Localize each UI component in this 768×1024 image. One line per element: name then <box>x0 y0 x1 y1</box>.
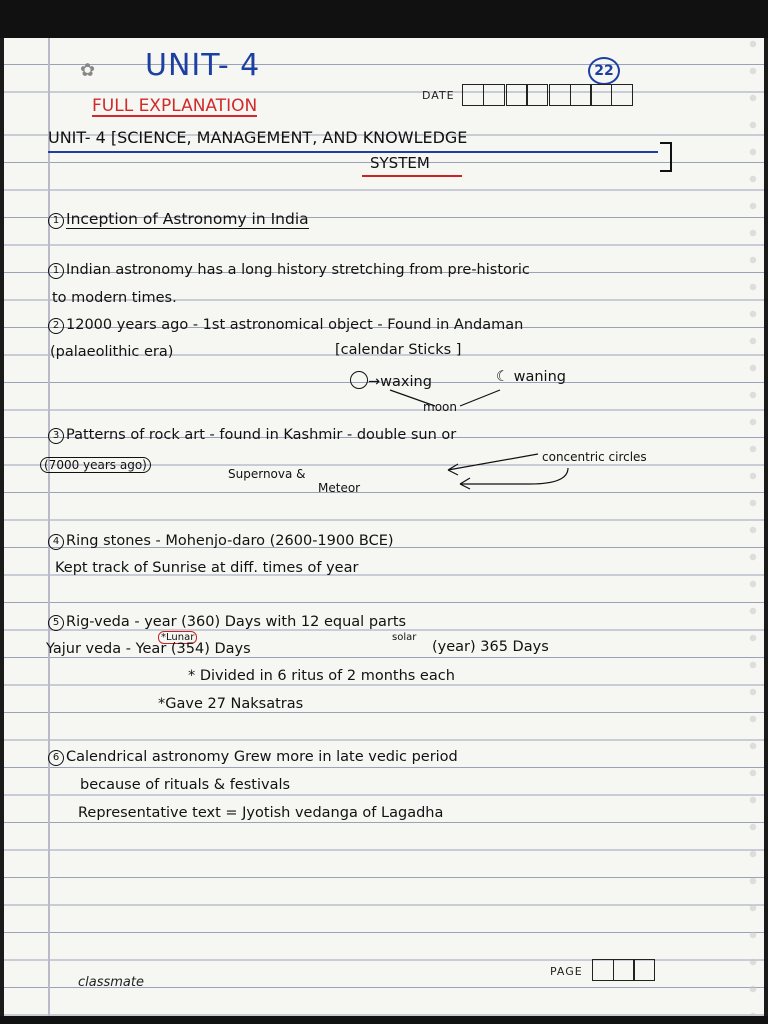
brand-logo: classmate <box>78 975 144 990</box>
bottom-dark-band <box>0 1016 768 1024</box>
date-boxes <box>462 84 631 106</box>
point-4-line-1 <box>48 533 394 550</box>
point-number: 4 <box>48 534 64 550</box>
page-label: PAGE <box>550 965 583 978</box>
point-text: Indian astronomy has a long history stretching from pre-historic <box>66 262 530 278</box>
point-1-line-2: to modern times. <box>52 290 177 306</box>
point-2-line-1 <box>48 317 523 334</box>
heading-underline <box>48 151 658 153</box>
point-text: Patterns of rock art - found in Kashmir - double sun or <box>66 427 457 443</box>
arrows <box>430 450 590 494</box>
section-heading-text: Inception of Astronomy in India <box>66 210 309 228</box>
waxing-label: →waxing <box>350 371 432 390</box>
waning-label <box>496 369 566 385</box>
concentric-circles-label: concentric circles <box>542 450 647 464</box>
point-3-line-1 <box>48 427 456 444</box>
point-text: Rig-veda - year (360) Days with 12 equal parts <box>66 614 407 630</box>
point-text: 12000 years ago - 1st astronomical object - Found in Andaman <box>66 317 524 333</box>
binding-holes <box>742 38 764 1016</box>
page-number-badge: 22 <box>588 57 620 85</box>
point-number: 1 <box>48 263 64 279</box>
solar-label: solar <box>392 632 417 643</box>
point-6-line-3: Representative text = Jyotish vedanga of Lagadha <box>78 805 444 821</box>
unit-heading-system: SYSTEM <box>370 154 430 172</box>
full-explanation-label: FULL EXPLANATION <box>92 96 258 116</box>
point-6-line-2: because of rituals & festivals <box>80 777 291 793</box>
waxing-text: waxing <box>380 374 432 390</box>
unit-title: UNIT- 4 <box>145 48 261 83</box>
meteor-label: Meteor <box>318 481 361 495</box>
section-number: 1 <box>48 213 64 229</box>
point-4-line-2: Kept track of Sunrise at diff. times of year <box>55 560 359 576</box>
point-1-line-1 <box>48 262 530 279</box>
unit-heading: UNIT- 4 [SCIENCE, MANAGEMENT, AND KNOWLEDGE <box>48 128 468 147</box>
point-5-line-3: * Divided in 6 ritus of 2 months each <box>188 668 455 684</box>
point-number: 2 <box>48 318 64 334</box>
point-number: 6 <box>48 750 64 766</box>
point-5-line-1 <box>48 614 406 631</box>
point-5-solar-year: (year) 365 Days <box>432 639 549 655</box>
point-number: 5 <box>48 615 64 631</box>
point-text: Calendrical astronomy Grew more in late vedic period <box>66 749 458 765</box>
date-label: DATE <box>422 89 455 102</box>
page-boxes <box>592 959 654 981</box>
moon-label: moon <box>423 400 457 414</box>
doodle-icon: ✿ <box>80 60 96 81</box>
crescent-moon-icon: ☾ <box>496 369 509 385</box>
section-heading <box>48 210 309 229</box>
notebook-page <box>4 38 764 1016</box>
point-text: Ring stones - Mohenjo-daro (2600-1900 BCE) <box>66 533 394 549</box>
calendar-sticks: [calendar Sticks ] <box>335 342 462 358</box>
point-5-line-4: *Gave 27 Naksatras <box>158 696 304 712</box>
point-5-line-2: Yajur veda - Year (354) Days <box>46 641 251 657</box>
point-3-years: (7000 years ago) <box>40 457 151 473</box>
point-number: 3 <box>48 428 64 444</box>
system-underline <box>362 175 462 177</box>
closing-bracket <box>660 142 672 172</box>
waning-text: waning <box>513 369 566 385</box>
point-6-line-1 <box>48 749 458 766</box>
top-dark-band <box>0 0 768 38</box>
full-moon-icon <box>350 371 368 389</box>
supernova-label: Supernova & <box>228 467 306 481</box>
lunar-label: *Lunar <box>158 631 197 644</box>
margin-line <box>48 38 50 1016</box>
point-2-era: (palaeolithic era) <box>50 344 174 360</box>
